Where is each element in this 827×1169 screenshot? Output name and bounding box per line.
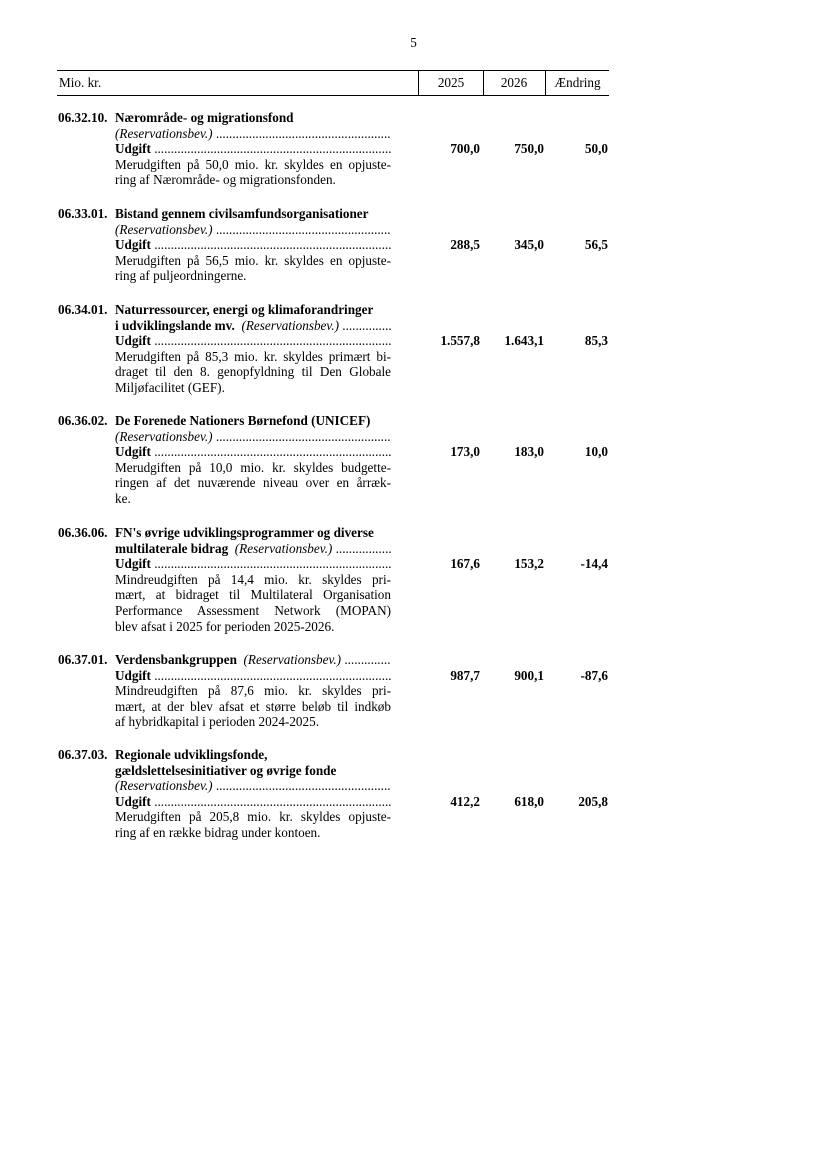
account-title-continued: multilaterale bidrag — [115, 540, 229, 556]
value-2026: 1.643,1 — [504, 333, 544, 349]
account-title: Naturressourcer, energi og klimaforandringer — [115, 302, 374, 317]
value-2025: 288,5 — [450, 237, 480, 253]
account-title: Bistand gennem civilsamfundsorganisationer — [115, 206, 369, 221]
account-title: De Forenede Nationers Børnefond (UNICEF) — [115, 413, 371, 428]
column-header-change: Ændring — [554, 75, 601, 90]
expense-label: Udgift ..... — [115, 444, 391, 460]
description-line: ring af en række bidrag under kontoen. — [115, 824, 321, 840]
value-2026: 153,2 — [514, 556, 544, 572]
reservation-label: (Reservationsbev.) — [243, 652, 342, 667]
expense-label: Udgift ..... — [115, 556, 391, 572]
description-line: ke. — [115, 490, 131, 506]
unit-label: Mio. kr. — [59, 75, 102, 90]
description-line: Mindreudgiften på 87,6 mio. kr. skyldes pri- — [115, 683, 391, 699]
account-entry — [57, 413, 609, 507]
account-number: 06.32.10. — [58, 110, 108, 125]
expense-label: Udgift ..... — [115, 141, 391, 157]
value-2026: 750,0 — [514, 141, 544, 157]
value-change: -87,6 — [580, 667, 608, 683]
account-title-continued: i udviklingslande mv. — [115, 317, 235, 333]
description-line: mært, at der blev afsat et større beløb til indkøb — [115, 698, 391, 714]
value-change: -14,4 — [580, 556, 608, 572]
account-number: 06.36.02. — [58, 413, 108, 428]
account-entry — [57, 302, 609, 396]
reservation-label: (Reservationsbev.) — [241, 317, 339, 333]
account-title: Regionale udviklingsfonde, — [115, 747, 268, 762]
account-entry — [57, 110, 609, 188]
description-line: Merudgiften på 56,5 mio. kr. skyldes en opjuste- — [115, 252, 391, 268]
value-change: 10,0 — [584, 444, 608, 460]
description-line: ring af Nærområde- og migrationsfonden. — [115, 172, 336, 188]
table-header — [57, 70, 609, 96]
account-entry — [57, 652, 609, 730]
page-number: 5 — [410, 35, 417, 50]
account-entry — [57, 206, 609, 284]
description-line: Merudgiften på 85,3 mio. kr. skyldes primært bi- — [115, 348, 391, 364]
value-change: 56,5 — [584, 237, 608, 253]
description-line: af hybridkapital i perioden 2024-2025. — [115, 714, 319, 730]
expense-label: Udgift ..... — [115, 794, 391, 810]
value-2026: 183,0 — [514, 444, 544, 460]
value-2025: 173,0 — [450, 444, 480, 460]
expense-label: Udgift ..... — [115, 333, 391, 349]
description-line: Merudgiften på 205,8 mio. kr. skyldes opjuste- — [115, 809, 391, 825]
reservation-label: (Reservationsbev.) ..... — [115, 126, 391, 142]
account-number: 06.34.01. — [58, 302, 108, 317]
description-line: blev afsat i 2025 for perioden 2025-2026. — [115, 618, 335, 634]
description-line: draget til den 8. genopfyldning til Den Globale — [115, 364, 391, 380]
value-2026: 900,1 — [514, 667, 544, 683]
value-change: 85,3 — [584, 333, 608, 349]
reservation-label: (Reservationsbev.) ..... — [115, 222, 391, 238]
account-entry — [57, 525, 609, 634]
account-title: Verdensbankgruppen — [115, 652, 237, 667]
description-line: Performance Assessment Network (MOPAN) — [115, 602, 391, 618]
value-change: 205,8 — [578, 793, 608, 809]
reservation-label: (Reservationsbev.) ..... — [115, 778, 391, 794]
reservation-label: (Reservationsbev.) — [234, 540, 333, 556]
value-2025: 700,0 — [450, 141, 480, 157]
account-number: 06.37.01. — [58, 652, 108, 667]
value-2025: 412,2 — [450, 793, 480, 809]
value-change: 50,0 — [584, 141, 608, 157]
expense-label: Udgift ..... — [115, 668, 391, 684]
description-line: Merudgiften på 50,0 mio. kr. skyldes en opjuste- — [115, 156, 391, 172]
column-header-2025: 2025 — [418, 71, 484, 95]
account-title: Nærområde- og migrationsfond — [115, 110, 294, 125]
value-2025: 987,7 — [450, 667, 480, 683]
description-line: Mindreudgiften på 14,4 mio. kr. skyldes pri- — [115, 571, 391, 587]
account-entry — [57, 747, 609, 841]
reservation-label: (Reservationsbev.) ..... — [115, 429, 391, 445]
account-title-continued: gældslettelsesinitiativer og øvrige fonde — [115, 762, 337, 778]
description-line: Miljøfacilitet (GEF). — [115, 379, 225, 395]
description-line: ring af puljeordningerne. — [115, 268, 247, 284]
column-header-2026: 2026 — [483, 71, 546, 95]
account-number: 06.37.03. — [58, 747, 108, 762]
account-title: FN's øvrige udviklingsprogrammer og diverse — [115, 525, 374, 540]
account-number: 06.36.06. — [58, 525, 108, 540]
account-number: 06.33.01. — [58, 206, 108, 221]
value-2026: 618,0 — [514, 793, 544, 809]
description-line: ringen af det nuværende niveau over en årræk- — [115, 475, 391, 491]
description-line: Merudgiften på 10,0 mio. kr. skyldes budgette- — [115, 459, 391, 475]
expense-label: Udgift ..... — [115, 237, 391, 253]
value-2025: 167,6 — [450, 556, 480, 572]
value-2025: 1.557,8 — [440, 333, 480, 349]
value-2026: 345,0 — [514, 237, 544, 253]
description-line: mært, at bidraget til Multilateral Organisation — [115, 587, 391, 603]
